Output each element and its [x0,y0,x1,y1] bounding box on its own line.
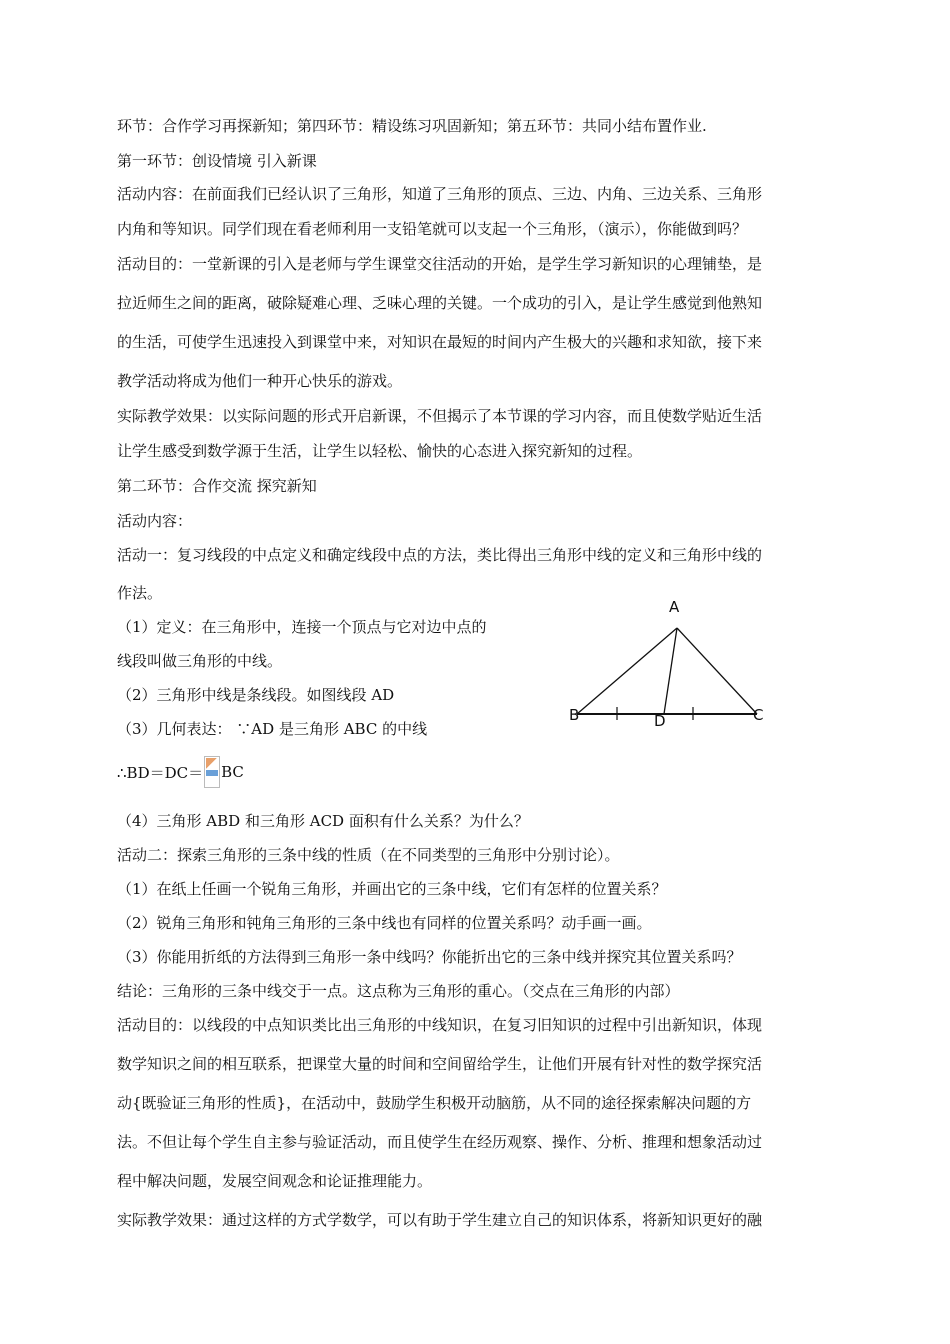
text-line: 内角和等知识。同学们现在看老师利用一支铅笔就可以支起一个三角形，（演示），你能做到吗？ [117,220,748,238]
text-line: 环节：合作学习再探新知；第四环节：精设练习巩固新知；第五环节：共同小结布置作业. [117,117,707,135]
text-line: 活动目的：以线段的中点知识类比出三角形的中线知识，在复习旧知识的过程中引出新知识，体现 [117,1016,763,1034]
label-b: B [569,706,580,724]
text-line: 的生活，可使学生迅速投入到课堂中来，对知识在最短的时间内产生极大的兴趣和求知欲，接下来 [117,333,763,351]
text-line: 结论：三角形的三条中线交于一点。这点称为三角形的重心。（交点在三角形的内部） [117,982,680,1000]
text-line: 拉近师生之间的距离，破除疑难心理、乏味心理的关键。一个成功的引入，是让学生感觉到他熟知 [117,294,763,312]
text-line: 教学活动将成为他们一种开心快乐的游戏。 [117,372,403,390]
text-line: 实际教学效果：通过这样的方式学数学，可以有助于学生建立自己的知识体系，将新知识更好的融 [117,1211,763,1229]
text-line: 活动二：探索三角形的三条中线的性质（在不同类型的三角形中分别讨论）。 [117,846,620,864]
label-c: C [753,706,764,724]
text-line: 第二环节：合作交流 探究新知 [117,477,317,495]
side-ac [677,628,757,714]
fraction-image-icon [204,756,220,788]
triangle-median-figure [560,596,780,731]
text-line: 实际教学效果：以实际问题的形式开启新课，不但揭示了本节课的学习内容，而且使数学贴近生活 [117,407,763,425]
text-line: 数学知识之间的相互联系，把课堂大量的时间和空间留给学生，让他们开展有针对性的数学探究活 [117,1055,763,1073]
text-line: （3）你能用折纸的方法得到三角形一条中线吗？你能折出它的三条中线并探究其位置关系吗？ [117,948,742,966]
side-ab [577,628,677,714]
text-line: （2）锐角三角形和钝角三角形的三条中线也有同样的位置关系吗？动手画一画。 [117,914,652,932]
text-line: （2）三角形中线是条线段。如图线段 AD [117,686,395,704]
text-line: （1）在纸上任画一个锐角三角形，并画出它的三条中线，它们有怎样的位置关系？ [117,880,667,898]
median-formula [117,756,244,788]
text-line: 活动一：复习线段的中点定义和确定线段中点的方法，类比得出三角形中线的定义和三角形中线的 [117,546,763,564]
median-ad [664,628,677,714]
text-line: 活动目的：一堂新课的引入是老师与学生课堂交往活动的开始，是学生学习新知识的心理铺垫，是 [117,255,763,273]
text-line: 作法。 [117,584,163,602]
label-d: D [654,712,666,730]
text-line: 让学生感受到数学源于生活，让学生以轻松、愉快的心态进入探究新知的过程。 [117,442,643,460]
text-line: （1）定义：在三角形中，连接一个顶点与它对边中点的 [117,618,487,636]
text-line: 线段叫做三角形的中线。 [117,652,283,670]
text-line: 程中解决问题，发展空间观念和论证推理能力。 [117,1172,433,1190]
label-a: A [669,598,680,616]
text-line: 活动内容：在前面我们已经认识了三角形，知道了三角形的顶点、三边、内角、三边关系、三角形 [117,185,763,203]
text-line: （3）几何表达： ∵AD 是三角形 ABC 的中线 [117,720,428,738]
text-line: 动{既验证三角形的性质}，在活动中，鼓励学生积极开动脑筋，从不同的途径探索解决问题的方 [117,1094,752,1112]
formula-prefix: ∴BD＝DC＝ [117,763,204,782]
text-line: 活动内容： [117,512,193,530]
text-line: 法。不但让每个学生自主参与验证活动，而且使学生在经历观察、操作、分析、推理和想象活动过 [117,1133,763,1151]
text-line: 第一环节：创设情境 引入新课 [117,152,317,170]
formula-suffix: BC [221,763,244,781]
text-line: （4）三角形 ABD 和三角形 ACD 面积有什么关系？为什么？ [117,812,529,830]
